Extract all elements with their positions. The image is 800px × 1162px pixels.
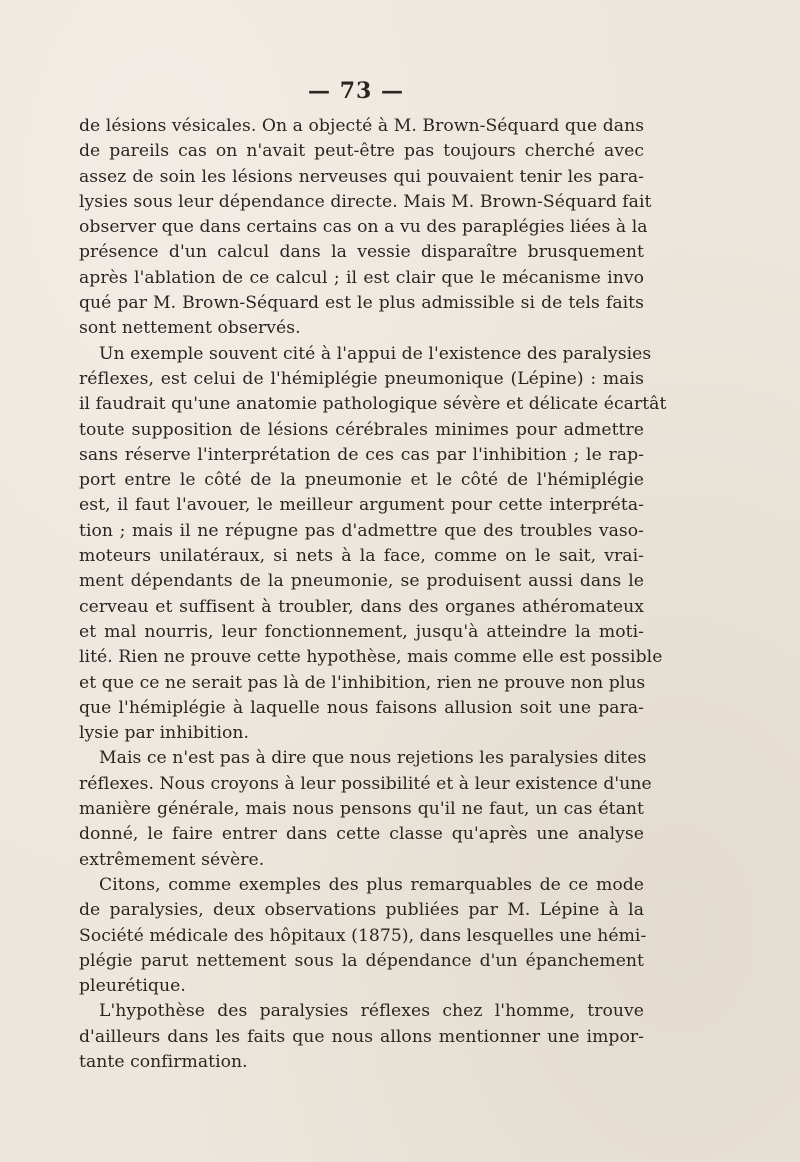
text-line: L'hypothèse des paralysies réflexes chez l'homme, trouve bbox=[99, 1001, 644, 1022]
text-line: sans réserve l'interprétation de ces cas par l'inhibition ; le rap- bbox=[79, 444, 644, 465]
text-line: tante confirmation. bbox=[79, 1051, 248, 1072]
text-line: ment dépendants de la pneumonie, se produisent aussi dans le bbox=[79, 571, 644, 592]
text-line: Mais ce n'est pas à dire que nous rejetions les paralysies dites bbox=[99, 748, 647, 769]
text-line: de pareils cas on n'avait peut-être pas toujours cherché avec bbox=[79, 141, 644, 162]
text-line: réflexes. Nous croyons à leur possibilité et à leur existence d'une bbox=[79, 773, 652, 794]
text-line: lysie par inhibition. bbox=[79, 723, 250, 744]
text-line: pleurétique. bbox=[79, 976, 186, 997]
text-line: sont nettement observés. bbox=[79, 318, 301, 339]
text-line: lysies sous leur dépendance directe. Mais M. Brown-Séquard fait bbox=[79, 191, 652, 212]
text-line: moteurs unilatéraux, si nets à la face, comme on le sait, vrai- bbox=[79, 546, 644, 567]
text-line: toute supposition de lésions cérébrales minimes pour admettre bbox=[79, 419, 644, 440]
text-line: tion ; mais il ne répugne pas d'admettre que des troubles vaso- bbox=[79, 520, 644, 541]
text-line: port entre le côté de la pneumonie et le côté de l'hémiplégie bbox=[79, 470, 644, 491]
text-line: d'ailleurs dans les faits que nous allons mentionner une impor- bbox=[79, 1026, 644, 1047]
text-line: réflexes, est celui de l'hémiplégie pneumonique (Lépine) : mais bbox=[79, 368, 644, 389]
text-line: et mal nourris, leur fonctionnement, jusqu'à atteindre la moti- bbox=[79, 621, 644, 642]
text-line: assez de soin les lésions nerveuses qui pouvaient tenir les para- bbox=[79, 166, 644, 187]
text-line: il faudrait qu'une anatomie pathologique sévère et délicate écartât bbox=[79, 394, 667, 415]
text-line: plégie parut nettement sous la dépendance d'un épanchement bbox=[79, 950, 644, 971]
page-number: — 73 — bbox=[308, 78, 404, 104]
text-line: lité. Rien ne prouve cette hypothèse, mais comme elle est possible bbox=[79, 647, 663, 668]
text-line: extrêmement sévère. bbox=[79, 849, 265, 870]
text-line: de lésions vésicales. On a objecté à M. Brown-Séquard que dans bbox=[79, 116, 645, 136]
text-line: Un exemple souvent cité à l'appui de l'existence des paralysies bbox=[99, 343, 652, 364]
text-line: manière générale, mais nous pensons qu'il ne faut, un cas étant bbox=[79, 799, 644, 820]
body-text bbox=[79, 114, 667, 1075]
text-line: après l'ablation de ce calcul ; il est clair que le mécanisme invo bbox=[79, 267, 644, 288]
text-line: Société médicale des hôpitaux (1875), dans lesquelles une hémi- bbox=[79, 925, 647, 946]
text-line: est, il faut l'avouer, le meilleur argument pour cette interpréta- bbox=[79, 495, 644, 516]
text-line: donné, le faire entrer dans cette classe qu'après une analyse bbox=[79, 824, 644, 845]
text-line: cerveau et suffisent à troubler, dans des organes athéromateux bbox=[79, 596, 644, 617]
text-line: observer que dans certains cas on a vu des paraplégies liées à la bbox=[79, 217, 648, 238]
text-line: de paralysies, deux observations publiées par M. Lépine à la bbox=[79, 900, 644, 921]
text-line: Citons, comme exemples des plus remarquables de ce mode bbox=[99, 874, 644, 895]
text-line: que l'hémiplégie à laquelle nous faisons allusion soit une para- bbox=[79, 697, 644, 718]
text-line: qué par M. Brown-Séquard est le plus admissible si de tels faits bbox=[79, 293, 644, 314]
text-line: et que ce ne serait pas là de l'inhibition, rien ne prouve non plus bbox=[79, 672, 646, 693]
text-line: présence d'un calcul dans la vessie disparaître brusquement bbox=[79, 242, 644, 263]
